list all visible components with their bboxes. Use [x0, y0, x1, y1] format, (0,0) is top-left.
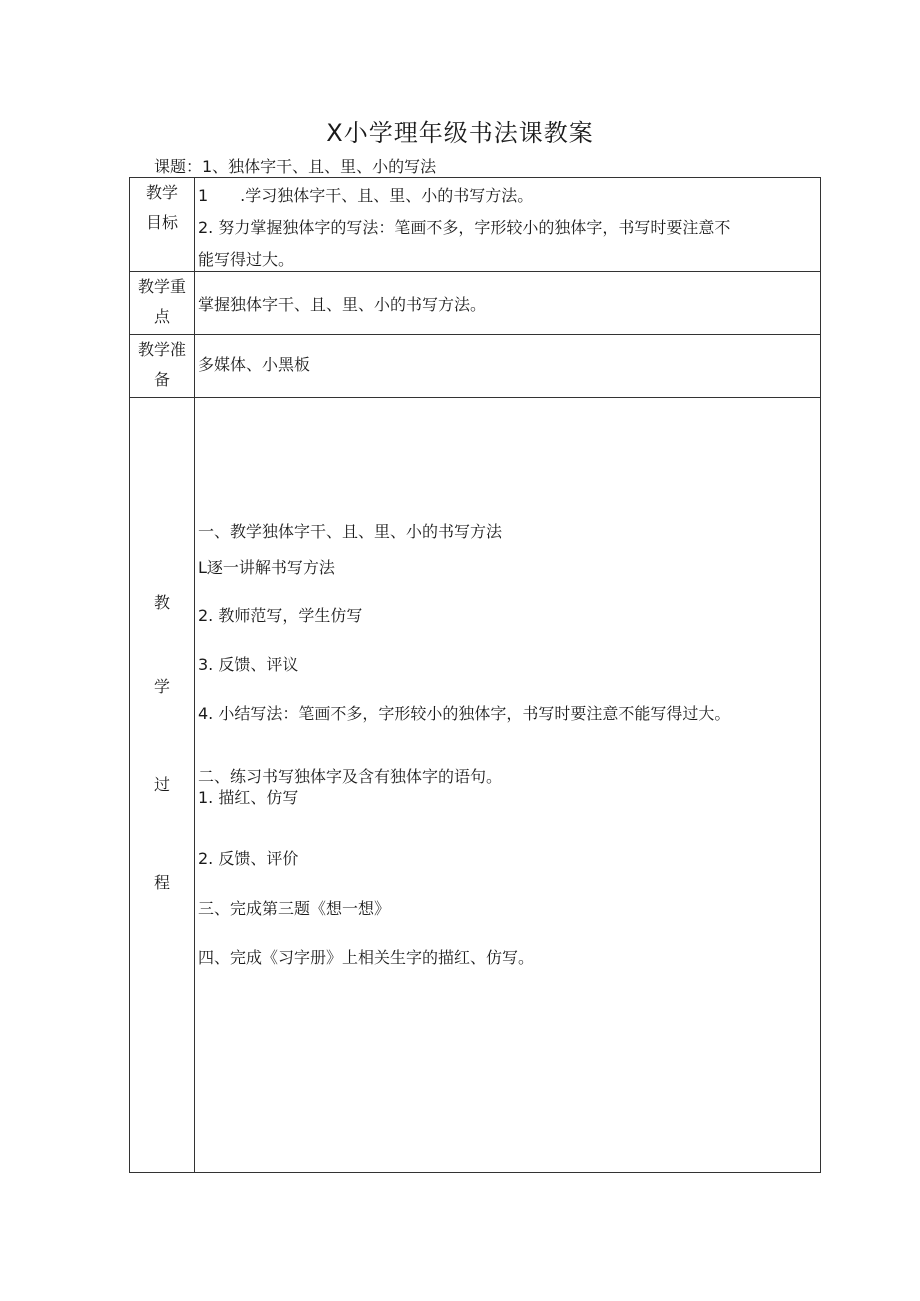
focus-text: 掌握独体字干、且、里、小的书写方法。: [198, 295, 487, 314]
table-row: [130, 272, 821, 335]
process-content: [195, 398, 821, 1173]
focus-label-line-1: 教学重: [137, 277, 186, 296]
process-line-3: 2. 教师范写，学生仿写: [198, 606, 363, 625]
process-line-9: 三、完成第三题《想一想》: [198, 899, 391, 918]
process-line-5: 4. 小结写法：笔画不多，字形较小的独体字，书写时要注意不能写得过大。: [198, 704, 731, 723]
prep-label-line-2: 备: [153, 370, 170, 389]
prep-content: [195, 335, 821, 398]
process-label-char-4: 程: [153, 873, 170, 892]
goals-label-line-2: 目标: [145, 213, 178, 232]
lesson-subject: 课题：1、独体字干、且、里、小的写法: [154, 157, 437, 176]
process-line-2: L逐一讲解书写方法: [198, 558, 335, 577]
process-label-char-1: 教: [153, 593, 170, 612]
process-line-1: 一、教学独体字干、且、里、小的书写方法: [198, 522, 503, 541]
lesson-plan-table: [129, 177, 821, 1173]
page-title: X小学理年级书法课教案: [326, 119, 594, 147]
goals-label: [130, 178, 195, 272]
table-row: [130, 335, 821, 398]
focus-content: [195, 272, 821, 335]
goals-line-3: 能写得过大。: [198, 250, 295, 269]
goals-line-1: 1 .学习独体字干、且、里、小的书写方法。: [198, 186, 534, 205]
process-line-7: 1. 描红、仿写: [198, 788, 299, 807]
focus-label-line-2: 点: [153, 307, 170, 326]
process-line-8: 2. 反馈、评价: [198, 849, 299, 868]
table-row: [130, 178, 821, 272]
goals-line-2: 2. 努力掌握独体字的写法：笔画不多，字形较小的独体字，书写时要注意不: [198, 218, 731, 237]
process-label-char-2: 学: [153, 677, 170, 696]
prep-text: 多媒体、小黑板: [198, 355, 311, 374]
table-row: [130, 398, 821, 1173]
focus-label: [130, 272, 195, 335]
process-line-6: 二、练习书写独体字及含有独体字的语句。: [198, 767, 503, 786]
process-line-4: 3. 反馈、评议: [198, 655, 299, 674]
process-label-char-3: 过: [153, 775, 170, 794]
process-line-10: 四、完成《习字册》上相关生字的描红、仿写。: [198, 948, 535, 967]
prep-label-line-1: 教学准: [137, 340, 186, 359]
process-label: [130, 398, 195, 1173]
goals-content: [195, 178, 821, 272]
goals-label-line-1: 教学: [145, 183, 178, 202]
prep-label: [130, 335, 195, 398]
